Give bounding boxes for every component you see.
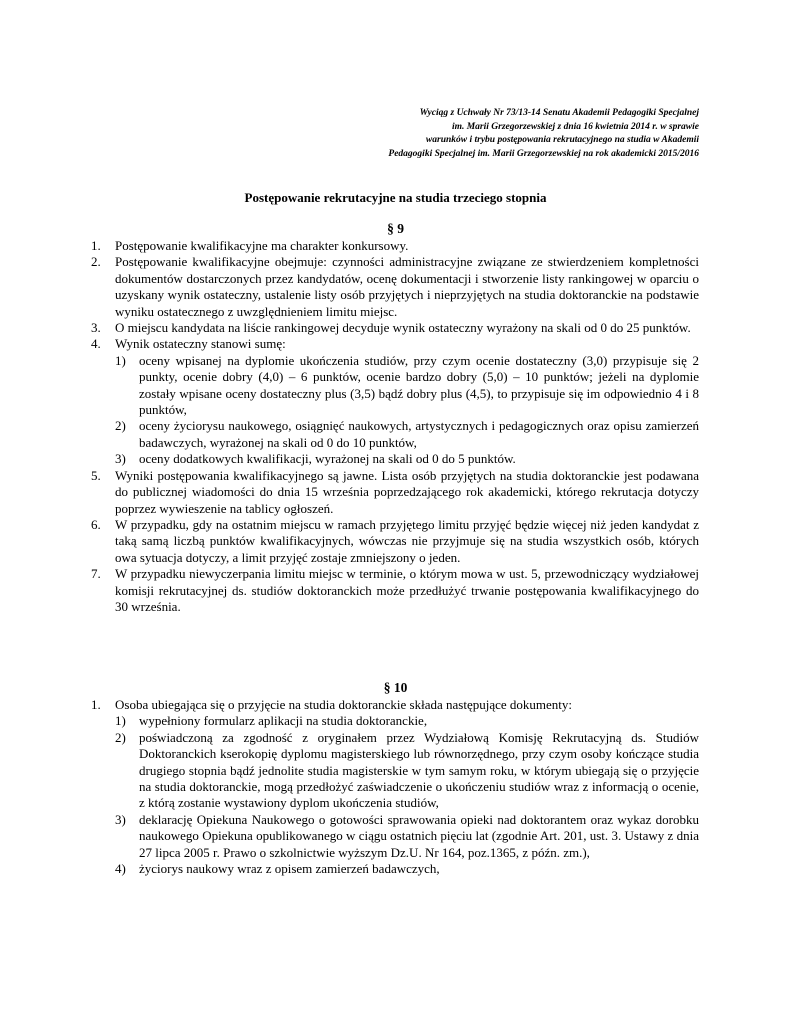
list-item [91,517,699,566]
item-text: Wynik ostateczny stanowi sumę: [115,336,286,352]
item-text: Postępowanie kwalifikacyjne obejmuje: czynności administracyjne związane ze stwierdzeniem kompletności dokumentów dostarczonych przez kandydatów, ocenę dokumentacji i stworzenie listy rankingowej w oparciu o uzyskany wynik ostateczny, ustalenie listy osób przyjętych i nieprzyjętych na studia doktoranckie na podstawie wyniku ostatecznego z uwzględnieniem limitu miejsc. [115,254,699,319]
header-line: warunków i trybu postępowania rekrutacyjnego na studia w Akademii [425,135,699,145]
sub-item-text: oceny dodatkowych kwalifikacji, wyrażonej na skali od 0 do 5 punktów. [139,451,516,467]
sub-list-item [115,451,699,467]
list-item [91,336,699,467]
sub-item-number: 2) [115,418,126,434]
sub-item-text: wypełniony formularz aplikacji na studia doktoranckie, [139,713,428,729]
section-10-body [91,697,699,877]
sub-item-number: 4) [115,861,126,877]
list-item [91,697,699,877]
item-text: Postępowanie kwalifikacyjne ma charakter konkursowy. [115,238,409,253]
item-number: 5. [91,467,101,483]
item-number: 3. [91,320,101,336]
item-text: W przypadku niewyczerpania limitu miejsc w terminie, o którym mowa w ust. 5, przewodniczący wydziałowej komisji rekrutacyjnej ds. studiów doktoranckich może przedłużyć trwanie postępowania kwalifikacyjnego do 30 września. [115,566,699,614]
header-line: im. Marii Grzegorzewskiej z dnia 16 kwietnia 2014 r. w sprawie [451,121,699,132]
sub-list-item [115,418,699,451]
sub-item-number: 1) [115,352,126,368]
sub-list-item [115,812,699,861]
header-line: Wyciąg z Uchwały Nr 73/13-14 Senatu Akademii Pedagogiki Specjalnej [419,108,699,118]
list-item [91,238,699,254]
list-item [91,566,699,615]
sub-item-text: życiorys naukowy wraz z opisem zamierzeń badawczych, [139,861,440,877]
item-text: Osoba ubiegająca się o przyjęcie na studia doktoranckie składa następujące dokumenty: [115,697,572,712]
section-9-body [91,238,699,615]
sub-list-item [115,353,699,419]
list-item [91,254,699,320]
sub-item-number: 3) [115,451,126,467]
sub-list-item [115,713,699,729]
sub-item-text: deklarację Opiekuna Naukowego o gotowości sprawowania opieki nad doktorantem oraz wykaz dorobku naukowego Opiekuna opublikowanego w ciągu ostatnich pięciu lat (zgodnie Art. 201, ust. 3. Ustawy z dnia 27 lipca 2005 r. Prawo o szkolnictwie wyższym Dz.U. Nr 164, poz.1365, z późn. zm.), [139,811,699,860]
sub-list-item [115,730,699,812]
section-10-heading: § 10 [383,680,408,695]
item-number: 7. [91,566,101,582]
resolution-excerpt-header [279,107,699,161]
list-item [91,320,699,336]
sub-item-number: 3) [115,811,126,827]
item-text: W przypadku, gdy na ostatnim miejscu w ramach przyjętego limitu przyjęć będzie więcej niż jeden kandydat z taką samą liczbą punktów kwalifikacyjnych, wówczas nie przyjmuje się na studia wszystkich osób, których owa sytuacja dotyczy, a limit przyjęć zostaje zmniejszony o jeden. [115,516,699,565]
item-number: 1. [91,697,101,712]
item-text: O miejscu kandydata na liście rankingowej decyduje wynik ostateczny wyrażony na skali od 0 do 25 punktów. [115,320,691,336]
list-item [91,468,699,517]
item-number: 2. [91,254,101,270]
item-number: 6. [91,516,101,532]
sub-list-item [115,861,699,877]
sub-item-text: oceny wpisanej na dyplomie ukończenia studiów, przy czym ocenie dostateczny (3,0) przypisuje się 2 punkty, ocenie dobry (4,0) – 6 punktów, ocenie bardzo dobry (5,0) – 10 punktów; jeżeli na dyplomie zostały wpisane oceny dostateczny plus (3,5) bądź dobry plus (4,5), to przypisuje się im odpowiednio 4 i 8 punktów, [139,352,699,418]
sub-item-text: poświadczoną za zgodność z oryginałem przez Wydziałową Komisję Rekrutacyjną ds. Studiów Doktoranckich kserokopię dyplomu magisterskiego lub równorzędnego, przy czym osoby kończące studia drugiego stopnia bądź jednolite studia magisterskie w tym samym roku, w którym ubiegają się o przyjęcie na studia doktoranckie, mogą przedłożyć zaświadczenie o ukończeniu studiów wraz z informacją o ocenie, z którą zostanie wystawiony dyplom ukończenia studiów, [139,729,699,811]
item-number: 4. [91,336,101,352]
document-title: Postępowanie rekrutacyjne na studia trzeciego stopnia [244,190,547,205]
header-line: Pedagogiki Specjalnej im. Marii Grzegorzewskiej na rok akademicki 2015/2016 [388,148,699,159]
sub-item-number: 1) [115,713,126,729]
section-9-heading: § 9 [387,221,404,236]
sub-item-text: oceny życiorysu naukowego, osiągnięć naukowych, artystycznych i pedagogicznych oraz opisu zamierzeń badawczych, wyrażonej na skali od 0 do 10 punktów, [139,418,699,450]
sub-item-number: 2) [115,729,126,745]
item-number: 1. [91,238,101,253]
item-text: Wyniki postępowania kwalifikacyjnego są jawne. Lista osób przyjętych na studia doktoranckie jest podawana do publicznej wiadomości do dnia 15 września poprzedzającego rok akademicki, którego rekrutacja dotyczy poprzez wywieszenie na tablicy ogłoszeń. [115,467,699,516]
